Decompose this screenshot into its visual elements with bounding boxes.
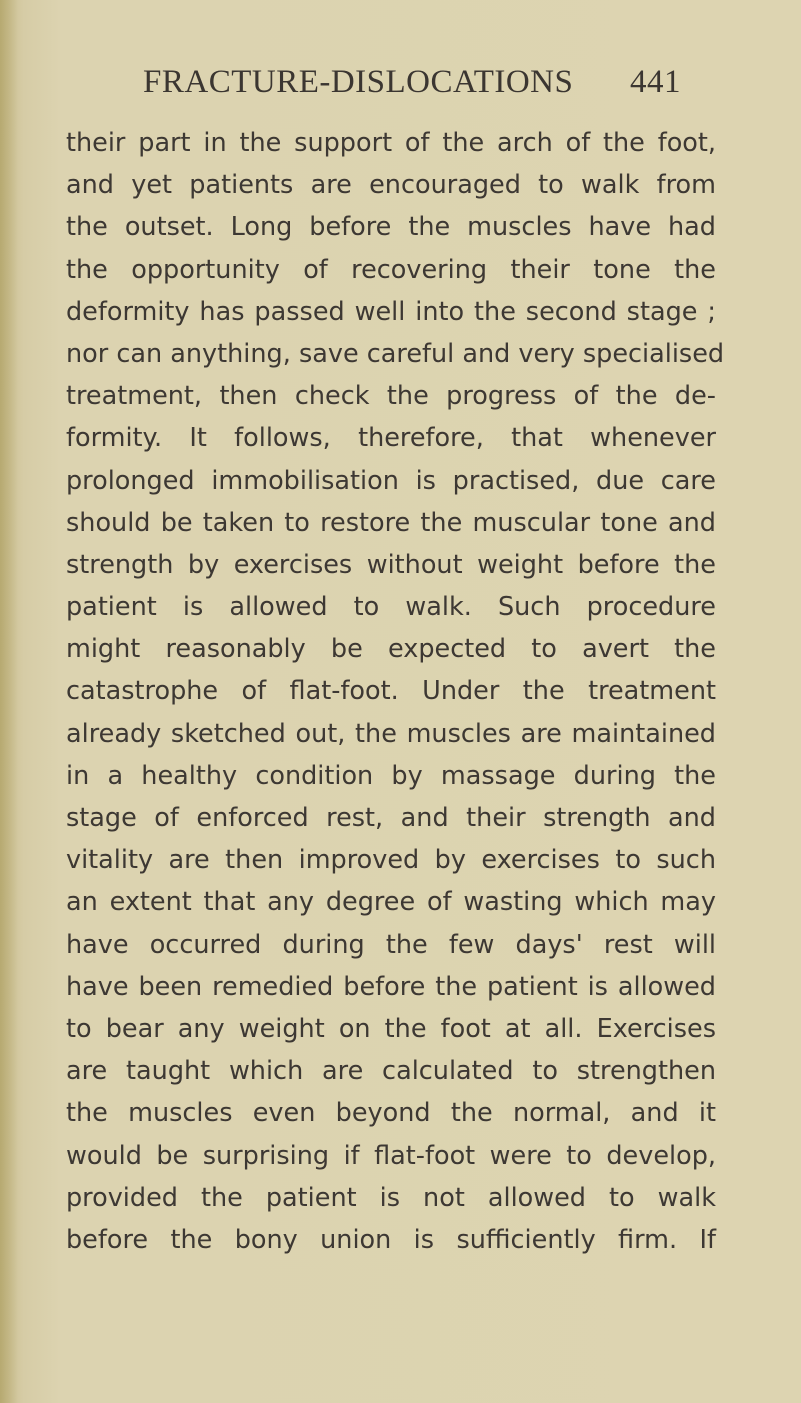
body-text xyxy=(66,122,725,1261)
text-line: prolonged immobilisation is practised, due care xyxy=(66,465,716,496)
text-line: in a healthy condition by massage during the xyxy=(66,760,716,791)
text-line: to bear any weight on the foot at all. Exercises xyxy=(66,1013,716,1044)
text-line: nor can anything, save careful and very specialised xyxy=(66,338,725,369)
text-line: have been remedied before the patient is allowed xyxy=(66,971,716,1002)
running-head xyxy=(143,64,713,108)
text-line: are taught which are calculated to strengthen xyxy=(66,1056,716,1087)
text-line: deformity has passed well into the second stage ; xyxy=(66,296,716,327)
text-line: patient is allowed to walk. Such procedure xyxy=(66,592,716,623)
text-line: and yet patients are encouraged to walk from xyxy=(66,170,716,201)
page-gutter-shadow xyxy=(0,0,18,1403)
running-title: FRACTURE-DISLOCATIONS xyxy=(143,64,574,100)
text-line: provided the patient is not allowed to walk xyxy=(66,1182,716,1213)
text-line: already sketched out, the muscles are maintained xyxy=(66,718,716,749)
text-line: vitality are then improved by exercises to such xyxy=(66,845,716,876)
text-line: formity. It follows, therefore, that whenever xyxy=(66,423,716,454)
text-line: treatment, then check the progress of the de- xyxy=(66,381,716,412)
text-line: might reasonably be expected to avert the xyxy=(66,634,716,665)
text-line: their part in the support of the arch of the foot, xyxy=(66,128,716,158)
text-line: the opportunity of recovering their tone the xyxy=(66,254,716,285)
page-number: 441 xyxy=(630,64,681,100)
text-line: would be surprising if flat-foot were to develop, xyxy=(66,1140,716,1171)
text-line: strength by exercises without weight before the xyxy=(66,549,716,580)
text-line: the outset. Long before the muscles have had xyxy=(66,212,716,243)
text-line: should be taken to restore the muscular tone and xyxy=(66,507,716,538)
text-line: before the bony union is sufficiently firm. If xyxy=(66,1224,716,1255)
text-line: have occurred during the few days' rest will xyxy=(66,929,716,960)
text-line: catastrophe of flat-foot. Under the treatment xyxy=(66,676,716,707)
text-line: stage of enforced rest, and their strength and xyxy=(66,803,716,833)
text-line: the muscles even beyond the normal, and it xyxy=(66,1098,716,1129)
text-line: an extent that any degree of wasting which may xyxy=(66,887,716,918)
